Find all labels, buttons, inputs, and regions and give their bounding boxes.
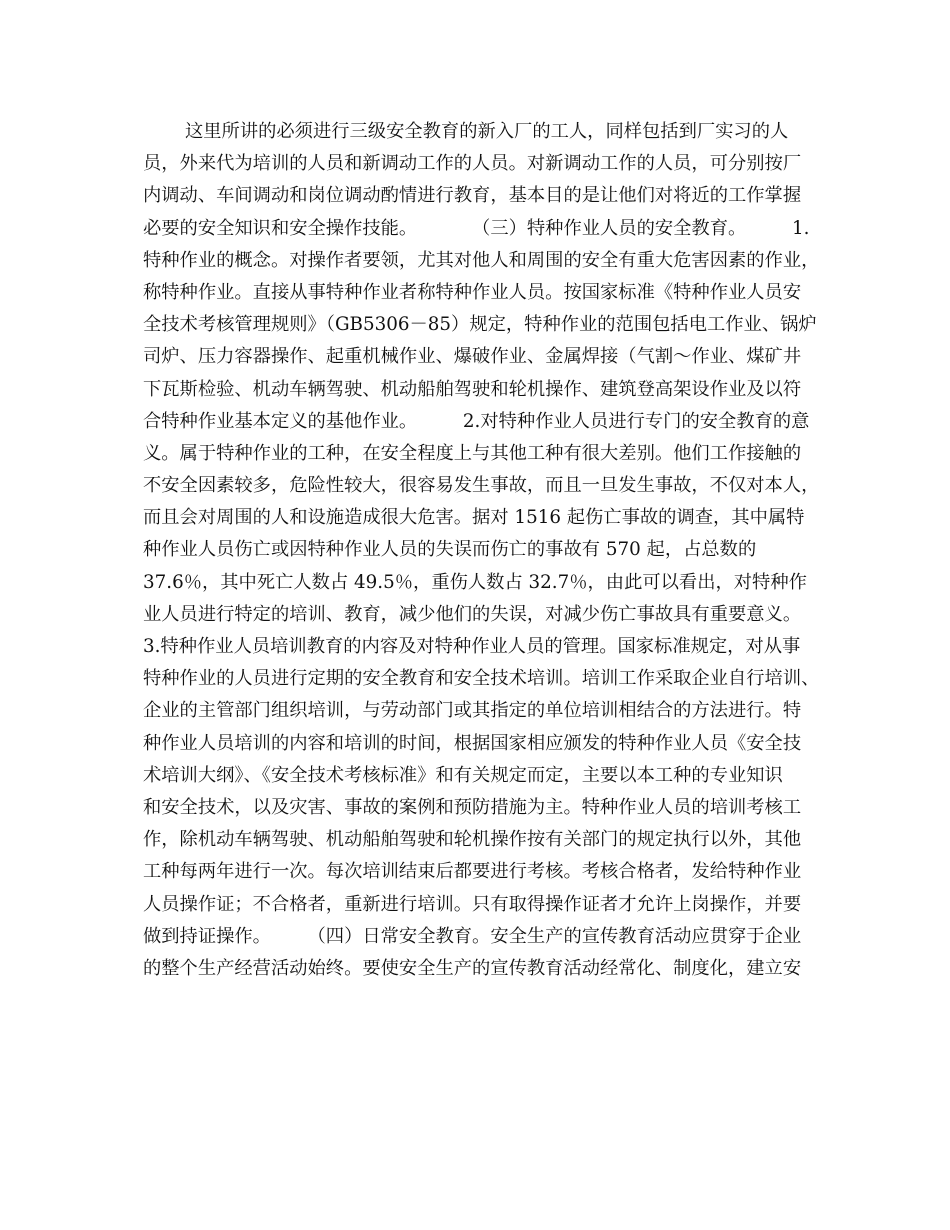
text-line: 合特种作业基本定义的基他作业。 2.对特种作业人员进行专门的安全教育的意 <box>143 410 810 432</box>
text-line: 37.6％，其中死亡人数占 49.5％，重伤人数占 32.7％，由此可以看出，对特种作 <box>143 571 807 593</box>
text-line: 企业的主管部门组织培训，与劳动部门或其指定的单位培训相结合的方法进行。特 <box>143 700 802 722</box>
text-line: 和安全技术，以及灾害、事故的案例和预防措施为主。特种作业人员的培训考核工 <box>143 796 802 818</box>
text-line: 做到持证操作。 （四）日常安全教育。安全生产的宣传教育活动应贯穿于企业 <box>143 925 802 947</box>
text-line: 而且会对周围的人和设施造成很大危害。据对 1516 起伤亡事故的调查，其中属特 <box>143 507 805 529</box>
text-line: 的整个生产经营活动始终。要使安全生产的宣传教育活动经常化、制度化，建立安 <box>143 957 802 979</box>
text-line: 不安全因素较多，危险性较大，很容易发生事故，而且一旦发生事故，不仅对本人， <box>143 475 820 497</box>
text-line: 种作业人员培训的内容和培训的时间，根据国家相应颁发的特种作业人员《安全技 <box>143 732 802 754</box>
text-line: 术培训大纲》、《安全技术考核标准》和有关规定而定，主要以本工种的专业知识 <box>143 764 783 786</box>
text-line: 内调动、车间调动和岗位调动酌情进行教育，基本目的是让他们对将近的工作掌握 <box>143 185 802 207</box>
text-line: 作，除机动车辆驾驶、机动船舶驾驶和轮机操作按有关部门的规定执行以外，其他 <box>143 829 802 851</box>
text-line: 工种每两年进行一次。每次培训结束后都要进行考核。考核合格者，发给特种作业 <box>143 861 802 883</box>
text-line: 种作业人员伤亡或因特种作业人员的失误而伤亡的事故有 570 起，占总数的 <box>143 539 757 561</box>
text-line: 员，外来代为培训的人员和新调动工作的人员。对新调动工作的人员，可分别按厂 <box>143 153 802 175</box>
text-line: 3.特种作业人员培训教育的内容及对特种作业人员的管理。国家标准规定，对从事 <box>143 636 801 657</box>
text-line: 下瓦斯检验、机动车辆驾驶、机动船舶驾驶和轮机操作、建筑登高架设作业及以符 <box>143 378 802 400</box>
text-line: 人员操作证；不合格者，重新进行培训。只有取得操作证者才允许上岗操作，并要 <box>143 893 802 915</box>
body-text <box>143 116 820 985</box>
text-line: 特种作业的人员进行定期的安全教育和安全技术培训。培训工作采取企业自行培训、 <box>143 668 820 690</box>
text-line: 义。属于特种作业的工种，在安全程度上与其他工种有很大差别。他们工作接触的 <box>143 442 802 464</box>
text-line: 必要的安全知识和安全操作技能。 （三）特种作业人员的安全教育。 1. <box>143 217 810 239</box>
text-line: 这里所讲的必须进行三级安全教育的新入厂的工人，同样包括到厂实习的人 <box>185 121 789 142</box>
text-line: 司炉、压力容器操作、起重机械作业、爆破作业、金属焊接（气割～作业、煤矿井 <box>143 346 802 368</box>
text-line: 业人员进行特定的培训、教育，减少他们的失误，对减少伤亡事故具有重要意义。 <box>143 603 802 625</box>
text-line: 称特种作业。直接从事特种作业者称特种作业人员。按国家标准《特种作业人员安 <box>143 281 802 303</box>
text-line: 全技术考核管理规则》（GB5306－85）规定，特种作业的范围包括电工作业、锅炉 <box>143 314 817 336</box>
text-line: 特种作业的概念。对操作者要领，尤其对他人和周围的安全有重大危害因素的作业， <box>143 249 820 271</box>
